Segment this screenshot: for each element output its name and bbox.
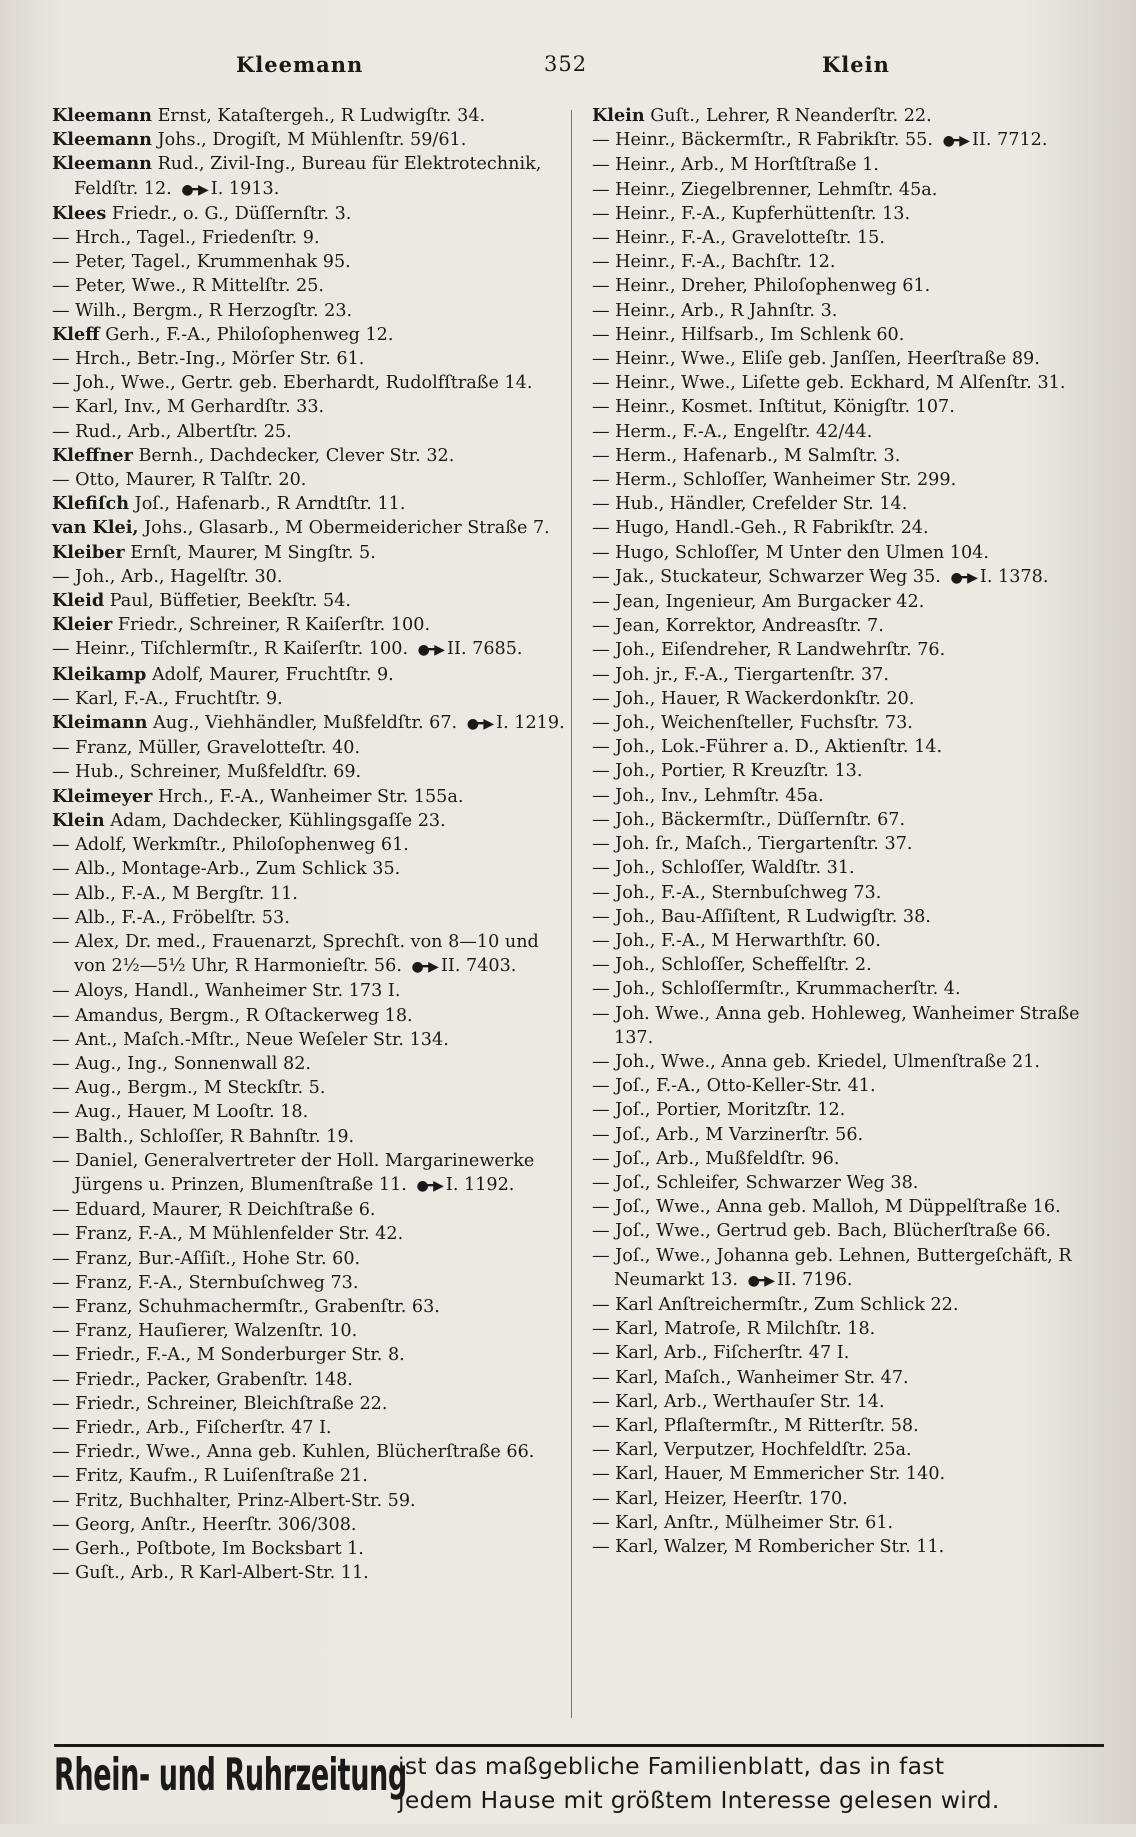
entry-text: — Alb., F.-A., Fröbelſtr. 53. [52,907,290,928]
entry-text: — Peter, Wwe., R Mittelſtr. 25. [52,276,325,297]
entry-text: — Heinr., Arb., M Horſtſtraße 1. [592,155,879,176]
ad-text-line-2: jedem Hause mit größtem Interesse gelesen wird. [398,1786,1000,1814]
directory-entry [52,930,567,979]
entry-text: — Fritz, Kaufm., R Luiſenſtraße 21. [52,1466,368,1487]
entry-text: — Friedr., Schreiner, Bleichſtraße 22. [52,1393,388,1414]
entry-text: — Balth., Schloſſer, R Bahnſtr. 19. [52,1126,355,1147]
directory-entry [592,541,1107,565]
entry-surname: Kleimeyer [52,785,153,807]
directory-entry [52,809,567,833]
entry-text: — Karl Anſtreichermſtr., Zum Schlick 22. [592,1294,959,1315]
directory-entry [592,808,1107,832]
entry-text: — Alex, Dr. med., Frauenarzt, Sprechſt. von 8—10 und von 2½—5½ Uhr, R Harmonieſtr. 56. [52,931,539,977]
entry-surname: Klefiſch [52,493,130,515]
entry-text: — Aug., Bergm., M Steckſtr. 5. [52,1078,326,1099]
entry-text: Bernh., Dachdecker, Clever Str. 32. [138,445,455,466]
directory-entry [592,323,1107,347]
entry-text: Johs., Drogiſt, M Mühlenſtr. 59/61. [157,130,467,151]
entry-text: — Adolf, Werkmſtr., Philoſophenweg 61. [52,835,409,856]
directory-entry [52,299,567,323]
directory-entry [52,395,567,419]
entry-text: Johs., Glasarb., M Obermeidericher Straße 7. [144,518,550,539]
left-column [52,104,567,1585]
directory-entry [52,1247,567,1271]
entry-text: — Franz, Schuhmachermſtr., Grabenſtr. 63. [52,1296,440,1317]
entry-text: — Joh., Lok.-Führer a. D., Aktienſtr. 14. [592,737,943,758]
telephone-icon: ●━▶ [466,716,493,733]
directory-entry [592,1123,1107,1147]
directory-entry [52,1464,567,1488]
entry-text: — Franz, Hauſierer, Walzenſtr. 10. [52,1321,358,1342]
entry-text: — Joſ., Wwe., Gertrud geb. Bach, Blücherſtraße 66. [592,1221,1052,1242]
directory-entry [592,565,1107,590]
entry-text: Gerh., F.-A., Philoſophenweg 12. [105,324,394,345]
directory-entry [52,613,567,637]
directory-entry [592,1074,1107,1098]
entry-text: — Joh., Bäckermſtr., Düſſernſtr. 67. [592,809,906,830]
header-right-keyword: Klein [822,52,890,77]
entry-text: Paul, Büffetier, Beekſtr. 54. [109,591,352,612]
directory-entry [52,1004,567,1028]
directory-entry [592,590,1107,614]
directory-entry [592,202,1107,226]
telephone-icon: ●━▶ [416,1177,442,1194]
directory-entry [592,1002,1107,1050]
directory-entry [592,1390,1107,1414]
entry-text: — Hugo, Schloſſer, M Unter den Ulmen 104. [592,542,989,563]
directory-entry [592,614,1107,638]
entry-text: — Gerh., Poſtbote, Im Bocksbart 1. [52,1538,364,1559]
directory-entry [52,1489,567,1513]
footer-rule [54,1744,1104,1747]
entry-text: — Rud., Arb., Albertſtr. 25. [52,421,292,442]
directory-entry [52,202,567,226]
directory-entry [52,1513,567,1537]
entry-text: — Joſ., Portier, Moritzſtr. 12. [592,1100,846,1121]
directory-entry [52,589,567,613]
entry-text: — Karl, Inv., M Gerhardſtr. 33. [52,397,325,418]
entry-phone-number: II. 7712. [971,130,1048,151]
directory-entry [592,516,1107,540]
directory-entry [52,882,567,906]
directory-entry [52,420,567,444]
directory-entry [592,299,1107,323]
directory-entry [52,444,567,468]
directory-entry [592,1219,1107,1243]
entry-text: — Karl, Hauer, M Emmericher Str. 140. [592,1464,946,1485]
directory-entry [52,1222,567,1246]
entry-text: — Joh., Inv., Lehmſtr. 45a. [592,785,824,806]
entry-text: — Jean, Ingenieur, Am Burgacker 42. [592,592,925,613]
entry-text: — Karl, Walzer, M Rombericher Str. 11. [592,1536,945,1557]
directory-entry [52,1198,567,1222]
directory-entry [592,444,1107,468]
entry-text: — Herm., F.-A., Engelſtr. 42/44. [592,421,873,442]
directory-entry [592,1244,1107,1293]
directory-entry [52,736,567,760]
directory-entry [592,953,1107,977]
entry-text: — Joh., Schloſſer, Scheffelſtr. 2. [592,955,872,976]
entry-surname: Kleff [52,323,100,345]
directory-entry [592,1171,1107,1195]
directory-entry [52,1271,567,1295]
directory-entry [592,153,1107,177]
directory-entry [592,1317,1107,1341]
entry-text: — Ant., Maſch.-Mſtr., Neue Weſeler Str. 134. [52,1029,449,1050]
entry-text: — Heinr., Ziegelbrenner, Lehmſtr. 45a. [592,179,938,200]
directory-entry [52,128,567,152]
entry-text: — Heinr., Wwe., Liſette geb. Eckhard, M Alſenſtr. 31. [592,373,1066,394]
entry-text: — Joſ., Arb., Mußfeldſtr. 96. [592,1148,840,1169]
entry-text: — Joh., Wwe., Anna geb. Kriedel, Ulmenſtraße 21. [592,1051,1041,1072]
directory-entry [592,1195,1107,1219]
directory-entry [592,1341,1107,1365]
directory-entry [592,832,1107,856]
entry-text: Joſ., Hafenarb., R Arndtſtr. 11. [134,494,406,515]
directory-entry [592,881,1107,905]
directory-entry [52,541,567,565]
telephone-icon: ●━▶ [950,569,976,586]
entry-text: — Franz, F.-A., Sternbuſchweg 73. [52,1272,359,1293]
entry-phone-number: I. 1378. [979,566,1049,587]
directory-entry [52,226,567,250]
directory-entry [52,250,567,274]
entry-text: — Joh., F.-A., M Herwarthſtr. 60. [592,930,881,951]
entry-text: — Joh. ſr., Maſch., Tiergartenſtr. 37. [592,834,913,855]
entry-text: — Aloys, Handl., Wanheimer Str. 173 I. [52,981,401,1002]
entry-text: — Karl, Anſtr., Mülheimer Str. 61. [592,1512,894,1533]
entry-text: — Heinr., Dreher, Philoſophenweg 61. [592,276,931,297]
entry-text: — Friedr., F.-A., M Sonderburger Str. 8. [52,1345,405,1366]
telephone-icon: ●━▶ [417,642,444,659]
directory-entry [592,1438,1107,1462]
directory-entry [592,226,1107,250]
entry-text: Hrch., F.-A., Wanheimer Str. 155a. [157,786,464,807]
entry-text: — Joſ., Wwe., Anna geb. Malloh, M Düppelſtraße 16. [592,1197,1061,1218]
entry-text: — Hub., Schreiner, Mußfeldſtr. 69. [52,762,362,783]
entry-text: — Heinr., Bäckermſtr., R Fabrikſtr. 55. [592,130,933,151]
directory-entry [592,663,1107,687]
entry-text: — Heinr., Tiſchlermſtr., R Kaiſerſtr. 100. [52,639,409,660]
entry-text: — Franz, F.-A., M Mühlenfelder Str. 42. [52,1224,404,1245]
directory-entry [52,979,567,1003]
entry-text: Ernst, Kataſtergeh., R Ludwigſtr. 34. [157,106,486,126]
entry-surname: Klein [592,105,645,126]
directory-entry [592,178,1107,202]
directory-entry [52,1368,567,1392]
directory-entry [52,1100,567,1124]
directory-entry [52,1440,567,1464]
entry-surname: Kleemann [52,129,152,151]
entry-text: Aug., Viehhändler, Mußfeldſtr. 67. [153,713,458,734]
directory-entry [592,638,1107,662]
directory-entry [592,492,1107,516]
entry-text: — Joſ., Wwe., Johanna geb. Lehnen, Buttergeſchäft, R Neumarkt 13. [592,1245,1072,1290]
entry-text: — Heinr., Hilfsarb., Im Schlenk 60. [592,324,905,345]
directory-entry [52,1028,567,1052]
directory-entry [592,1511,1107,1535]
entry-surname: Kleemann [52,105,152,126]
directory-entry [592,347,1107,371]
page-number: 352 [544,52,588,76]
entry-phone-number: I. 1913. [210,178,280,199]
entry-text: Ernſt, Maurer, M Singſtr. 5. [130,542,376,563]
entry-text: — Hugo, Handl.-Geh., R Fabrikſtr. 24. [592,518,929,539]
directory-entry [52,274,567,298]
entry-text: — Heinr., Wwe., Eliſe geb. Janſſen, Heerſtraße 89. [592,349,1040,370]
directory-entry [52,663,567,687]
right-column [592,104,1107,1559]
directory-entry [592,1487,1107,1511]
directory-entry [52,1537,567,1561]
entry-text: — Guſt., Arb., R Karl-Albert-Str. 11. [52,1563,369,1584]
entry-text: — Aug., Hauer, M Looſtr. 18. [52,1102,309,1123]
directory-entry [52,104,567,128]
directory-entry [52,371,567,395]
entry-text: — Hub., Händler, Crefelder Str. 14. [592,494,908,515]
telephone-icon: ●━▶ [942,133,968,150]
entry-text: — Joh., Schloſſer, Waldſtr. 31. [592,858,855,879]
entry-text: — Amandus, Bergm., R Oſtackerweg 18. [52,1005,413,1026]
directory-entry [52,1392,567,1416]
header-left-keyword: Kleemann [236,52,364,77]
entry-text: — Joh. jr., F.-A., Tiergartenſtr. 37. [592,664,889,685]
entry-text: — Alb., Montage-Arb., Zum Schlick 35. [52,859,401,880]
directory-entry [52,1416,567,1440]
directory-entry [592,250,1107,274]
entry-text: — Herm., Schloſſer, Wanheimer Str. 299. [592,470,957,491]
entry-text: — Joh., Eiſendreher, R Landwehrſtr. 76. [592,640,946,661]
entry-text: Adolf, Maurer, Fruchtſtr. 9. [151,664,394,685]
entry-phone-number: II. 7685. [447,639,523,660]
entry-text: — Hrch., Betr.-Ing., Mörſer Str. 61. [52,349,365,370]
directory-entry [592,735,1107,759]
entry-text: — Heinr., F.-A., Kupferhüttenſtr. 13. [592,203,911,224]
directory-entry [52,711,567,736]
directory-entry [52,687,567,711]
entry-text: — Heinr., F.-A., Gravelotteſtr. 15. [592,228,885,249]
telephone-icon: ●━▶ [747,1272,774,1289]
directory-entry [592,104,1107,128]
directory-entry [592,929,1107,953]
footer-advertisement [54,1744,1104,1820]
directory-entry [592,1535,1107,1559]
entry-text: — Joh. Wwe., Anna geb. Hohleweg, Wanheimer Straße 137. [592,1003,1080,1048]
directory-entry [52,637,567,662]
directory-entry [52,785,567,809]
directory-entry [592,1462,1107,1486]
directory-entry [52,1295,567,1319]
entry-text: — Franz, Müller, Gravelotteſtr. 40. [52,738,361,759]
page-header [0,52,1136,92]
directory-entry [52,1343,567,1367]
entry-text: — Joſ., Schleifer, Schwarzer Weg 38. [592,1172,919,1193]
entry-text: — Joſ., Arb., M Varzinerſtr. 56. [592,1124,864,1145]
entry-text: — Fritz, Buchhalter, Prinz-Albert-Str. 59. [52,1490,416,1511]
entry-text: — Heinr., Arb., R Jahnſtr. 3. [592,300,838,321]
entry-text: — Karl, Arb., Fiſcherſtr. 47 I. [592,1343,850,1364]
entry-text: — Friedr., Wwe., Anna geb. Kuhlen, Blücherſtraße 66. [52,1442,535,1463]
directory-entry [592,468,1107,492]
directory-entry [592,856,1107,880]
entry-phone-number: II. 7196. [777,1269,853,1290]
directory-entry [52,1052,567,1076]
entry-text: — Joh., Hauer, R Wackerdonkſtr. 20. [592,688,915,709]
directory-entry [592,420,1107,444]
directory-entry [592,759,1107,783]
directory-entry [52,323,567,347]
directory-entry [592,128,1107,153]
entry-text: — Karl, Heizer, Heerſtr. 170. [592,1488,848,1509]
directory-entry [592,395,1107,419]
directory-entry [52,906,567,930]
column-divider [571,110,572,1718]
directory-entry [592,1366,1107,1390]
directory-entry [52,833,567,857]
directory-entry [592,905,1107,929]
entry-text: — Jak., Stuckateur, Schwarzer Weg 35. [592,566,941,587]
entry-surname: Kleier [52,614,113,636]
entry-text: Friedr., Schreiner, R Kaiſerſtr. 100. [117,615,431,636]
directory-entry [52,152,567,201]
directory-entry [592,784,1107,808]
directory-entry [52,1076,567,1100]
entry-text: — Joh., Portier, R Kreuzſtr. 13. [592,761,863,782]
directory-entry [52,468,567,492]
entry-text: — Georg, Anſtr., Heerſtr. 306/308. [52,1514,357,1535]
entry-text: — Friedr., Packer, Grabenſtr. 148. [52,1369,353,1390]
directory-entry [52,1149,567,1198]
entry-text: Adam, Dachdecker, Kühlingsgaſſe 23. [110,810,446,831]
entry-text: — Hrch., Tagel., Friedenſtr. 9. [52,228,320,249]
directory-entry [52,347,567,371]
directory-entry [52,760,567,784]
entry-text: — Alb., F.-A., M Bergſtr. 11. [52,883,298,904]
entry-text: — Heinr., Kosmet. Inſtitut, Königſtr. 107. [592,397,955,418]
telephone-icon: ●━▶ [181,181,207,198]
directory-entry [592,977,1107,1001]
entry-text: — Eduard, Maurer, R Deichſtraße 6. [52,1200,376,1221]
directory-entry [52,516,567,540]
entry-text: Guſt., Lehrer, R Neanderſtr. 22. [650,106,932,126]
directory-entry [592,1147,1107,1171]
directory-entry [52,857,567,881]
entry-surname: Kleemann [52,153,152,175]
directory-entry [52,1319,567,1343]
entry-text: — Otto, Maurer, R Talſtr. 20. [52,470,307,491]
entry-text: — Karl, Verputzer, Hochfeldſtr. 25a. [592,1440,912,1461]
entry-text: — Friedr., Arb., Fiſcherſtr. 47 I. [52,1417,332,1438]
directory-entry [592,1098,1107,1122]
entry-text: — Karl, Maſch., Wanheimer Str. 47. [592,1367,909,1388]
entry-text: — Joh., Bau-Aſſiſtent, R Ludwigſtr. 38. [592,906,931,927]
entry-text: — Karl, Matroſe, R Milchſtr. 18. [592,1319,876,1340]
entry-surname: Kleid [52,590,105,612]
entry-text: — Karl, Pflaſtermſtr., M Ritterſtr. 58. [592,1415,919,1436]
entry-text: Friedr., o. G., Düſſernſtr. 3. [111,203,352,224]
directory-entry [52,1125,567,1149]
directory-entry [592,711,1107,735]
directory-entry [592,1050,1107,1074]
entry-surname: van Klei, [52,517,139,539]
entry-surname: Kleffner [52,444,133,466]
entry-surname: Klees [52,202,107,224]
entry-text: — Jean, Korrektor, Andreasſtr. 7. [592,616,884,637]
entry-text: — Daniel, Generalvertreter der Holl. Margarinewerke Jürgens u. Prinzen, Blumenſtraße 11. [52,1150,535,1195]
entry-text: — Franz, Bur.-Aſſiſt., Hohe Str. 60. [52,1248,361,1269]
directory-entry [592,1293,1107,1317]
entry-surname: Kleikamp [52,663,147,685]
entry-phone-number: II. 7403. [440,956,517,977]
entry-phone-number: I. 1192. [445,1174,515,1195]
entry-text: — Karl, Arb., Werthauſer Str. 14. [592,1391,885,1412]
entry-surname: Kleiber [52,541,125,563]
entry-text: — Heinr., F.-A., Bachſtr. 12. [592,252,836,273]
entry-text: — Herm., Hafenarb., M Salmſtr. 3. [592,445,901,466]
entry-text: — Peter, Tagel., Krummenhak 95. [52,252,351,273]
entry-text: — Joh., Arb., Hagelſtr. 30. [52,566,283,587]
directory-entry [592,371,1107,395]
ad-brand-name: Rhein- und Ruhrzeitung [54,1748,407,1801]
entry-text: Rud., Zivil-Ing., Bureau für Elektrotechnik, Feldſtr. 12. [74,154,542,199]
directory-entry [52,1561,567,1585]
entry-text: — Wilh., Bergm., R Herzogſtr. 23. [52,300,353,321]
entry-text: — Joh., Weichenſteller, Fuchsſtr. 73. [592,713,913,734]
entry-text: — Joh., F.-A., Sternbuſchweg 73. [592,882,882,903]
entry-text: — Joh., Schloſſermſtr., Krummacherſtr. 4. [592,979,961,1000]
entry-surname: Kleimann [52,712,148,734]
entry-text: — Joh., Wwe., Gertr. geb. Eberhardt, Rudolfſtraße 14. [52,373,533,394]
ad-text-line-1: ist das maßgebliche Familienblatt, das in fast [398,1752,945,1780]
directory-entry [52,565,567,589]
entry-text: — Aug., Ing., Sonnenwall 82. [52,1053,312,1074]
entry-surname: Klein [52,809,105,831]
directory-entry [592,687,1107,711]
entry-text: — Karl, F.-A., Fruchtſtr. 9. [52,688,283,709]
directory-entry [592,1414,1107,1438]
directory-entry [592,274,1107,298]
telephone-icon: ●━▶ [411,959,437,976]
entry-phone-number: I. 1219. [496,713,565,734]
entry-text: — Joſ., F.-A., Otto-Keller-Str. 41. [592,1076,876,1097]
directory-entry [52,492,567,516]
